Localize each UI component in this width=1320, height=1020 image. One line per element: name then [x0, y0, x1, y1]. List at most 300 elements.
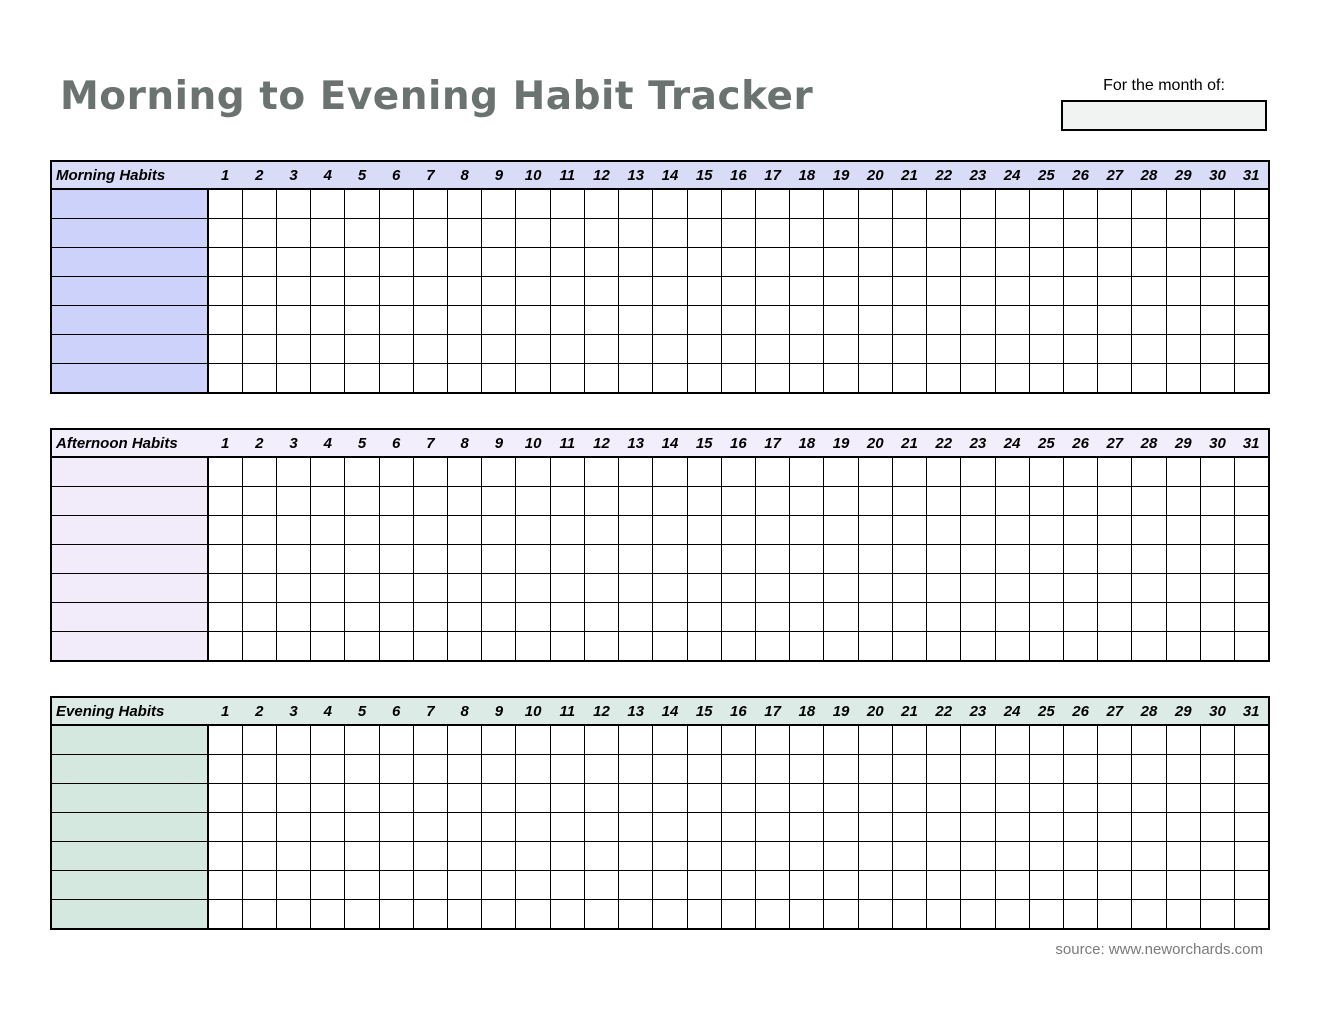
day-check-cell[interactable]	[995, 335, 1029, 364]
day-check-cell[interactable]	[276, 487, 310, 516]
day-check-cell[interactable]	[584, 335, 618, 364]
habit-name-cell[interactable]	[51, 545, 208, 574]
day-check-cell[interactable]	[311, 277, 345, 306]
day-check-cell[interactable]	[448, 516, 482, 545]
day-check-cell[interactable]	[345, 306, 379, 335]
day-check-cell[interactable]	[961, 900, 995, 930]
day-check-cell[interactable]	[516, 725, 550, 755]
day-check-cell[interactable]	[927, 457, 961, 487]
day-check-cell[interactable]	[311, 632, 345, 662]
day-check-cell[interactable]	[550, 784, 584, 813]
day-check-cell[interactable]	[516, 574, 550, 603]
day-check-cell[interactable]	[345, 603, 379, 632]
day-check-cell[interactable]	[208, 574, 242, 603]
day-check-cell[interactable]	[927, 871, 961, 900]
day-check-cell[interactable]	[687, 277, 721, 306]
day-check-cell[interactable]	[584, 871, 618, 900]
day-check-cell[interactable]	[1098, 755, 1132, 784]
day-check-cell[interactable]	[653, 632, 687, 662]
day-check-cell[interactable]	[482, 545, 516, 574]
day-check-cell[interactable]	[1200, 335, 1234, 364]
day-check-cell[interactable]	[1235, 842, 1269, 871]
day-check-cell[interactable]	[584, 603, 618, 632]
day-check-cell[interactable]	[413, 189, 447, 219]
day-check-cell[interactable]	[687, 248, 721, 277]
day-check-cell[interactable]	[345, 516, 379, 545]
day-check-cell[interactable]	[961, 813, 995, 842]
day-check-cell[interactable]	[995, 219, 1029, 248]
day-check-cell[interactable]	[550, 813, 584, 842]
day-check-cell[interactable]	[242, 277, 276, 306]
day-check-cell[interactable]	[824, 248, 858, 277]
day-check-cell[interactable]	[311, 900, 345, 930]
day-check-cell[interactable]	[1132, 189, 1166, 219]
day-check-cell[interactable]	[448, 335, 482, 364]
day-check-cell[interactable]	[653, 487, 687, 516]
day-check-cell[interactable]	[345, 487, 379, 516]
day-check-cell[interactable]	[345, 813, 379, 842]
day-check-cell[interactable]	[448, 487, 482, 516]
day-check-cell[interactable]	[927, 574, 961, 603]
day-check-cell[interactable]	[345, 574, 379, 603]
day-check-cell[interactable]	[1166, 632, 1200, 662]
day-check-cell[interactable]	[927, 248, 961, 277]
day-check-cell[interactable]	[961, 277, 995, 306]
day-check-cell[interactable]	[1166, 219, 1200, 248]
day-check-cell[interactable]	[687, 306, 721, 335]
day-check-cell[interactable]	[482, 842, 516, 871]
day-check-cell[interactable]	[482, 306, 516, 335]
habit-name-cell[interactable]	[51, 306, 208, 335]
day-check-cell[interactable]	[1166, 516, 1200, 545]
habit-name-cell[interactable]	[51, 219, 208, 248]
day-check-cell[interactable]	[584, 545, 618, 574]
day-check-cell[interactable]	[516, 457, 550, 487]
day-check-cell[interactable]	[413, 248, 447, 277]
day-check-cell[interactable]	[379, 784, 413, 813]
day-check-cell[interactable]	[824, 725, 858, 755]
day-check-cell[interactable]	[1235, 755, 1269, 784]
day-check-cell[interactable]	[790, 335, 824, 364]
day-check-cell[interactable]	[584, 900, 618, 930]
day-check-cell[interactable]	[653, 516, 687, 545]
day-check-cell[interactable]	[721, 516, 755, 545]
day-check-cell[interactable]	[379, 219, 413, 248]
day-check-cell[interactable]	[927, 842, 961, 871]
day-check-cell[interactable]	[208, 603, 242, 632]
day-check-cell[interactable]	[584, 755, 618, 784]
day-check-cell[interactable]	[1063, 900, 1097, 930]
day-check-cell[interactable]	[687, 813, 721, 842]
day-check-cell[interactable]	[995, 545, 1029, 574]
day-check-cell[interactable]	[584, 813, 618, 842]
day-check-cell[interactable]	[550, 335, 584, 364]
day-check-cell[interactable]	[892, 335, 926, 364]
day-check-cell[interactable]	[619, 364, 653, 394]
day-check-cell[interactable]	[1132, 364, 1166, 394]
day-check-cell[interactable]	[345, 219, 379, 248]
day-check-cell[interactable]	[927, 784, 961, 813]
day-check-cell[interactable]	[482, 813, 516, 842]
habit-name-cell[interactable]	[51, 516, 208, 545]
day-check-cell[interactable]	[892, 574, 926, 603]
day-check-cell[interactable]	[927, 219, 961, 248]
day-check-cell[interactable]	[276, 813, 310, 842]
day-check-cell[interactable]	[1235, 900, 1269, 930]
day-check-cell[interactable]	[1132, 813, 1166, 842]
day-check-cell[interactable]	[1132, 487, 1166, 516]
day-check-cell[interactable]	[242, 335, 276, 364]
day-check-cell[interactable]	[756, 813, 790, 842]
day-check-cell[interactable]	[1132, 335, 1166, 364]
day-check-cell[interactable]	[1029, 487, 1063, 516]
day-check-cell[interactable]	[345, 842, 379, 871]
day-check-cell[interactable]	[448, 813, 482, 842]
day-check-cell[interactable]	[550, 545, 584, 574]
day-check-cell[interactable]	[1029, 900, 1063, 930]
day-check-cell[interactable]	[208, 516, 242, 545]
day-check-cell[interactable]	[516, 632, 550, 662]
day-check-cell[interactable]	[1098, 306, 1132, 335]
day-check-cell[interactable]	[721, 248, 755, 277]
day-check-cell[interactable]	[961, 545, 995, 574]
day-check-cell[interactable]	[927, 900, 961, 930]
day-check-cell[interactable]	[721, 364, 755, 394]
day-check-cell[interactable]	[1029, 189, 1063, 219]
day-check-cell[interactable]	[516, 813, 550, 842]
day-check-cell[interactable]	[1132, 871, 1166, 900]
day-check-cell[interactable]	[482, 516, 516, 545]
day-check-cell[interactable]	[276, 842, 310, 871]
day-check-cell[interactable]	[584, 219, 618, 248]
day-check-cell[interactable]	[448, 189, 482, 219]
day-check-cell[interactable]	[892, 189, 926, 219]
day-check-cell[interactable]	[276, 632, 310, 662]
day-check-cell[interactable]	[413, 335, 447, 364]
day-check-cell[interactable]	[961, 755, 995, 784]
day-check-cell[interactable]	[208, 277, 242, 306]
day-check-cell[interactable]	[1029, 871, 1063, 900]
day-check-cell[interactable]	[311, 487, 345, 516]
day-check-cell[interactable]	[448, 277, 482, 306]
day-check-cell[interactable]	[448, 755, 482, 784]
day-check-cell[interactable]	[824, 364, 858, 394]
day-check-cell[interactable]	[824, 842, 858, 871]
day-check-cell[interactable]	[1098, 725, 1132, 755]
day-check-cell[interactable]	[413, 574, 447, 603]
day-check-cell[interactable]	[687, 632, 721, 662]
day-check-cell[interactable]	[687, 900, 721, 930]
day-check-cell[interactable]	[858, 516, 892, 545]
day-check-cell[interactable]	[1132, 277, 1166, 306]
day-check-cell[interactable]	[311, 574, 345, 603]
day-check-cell[interactable]	[516, 842, 550, 871]
day-check-cell[interactable]	[1200, 784, 1234, 813]
day-check-cell[interactable]	[961, 335, 995, 364]
day-check-cell[interactable]	[448, 784, 482, 813]
day-check-cell[interactable]	[1063, 784, 1097, 813]
day-check-cell[interactable]	[892, 516, 926, 545]
day-check-cell[interactable]	[1166, 603, 1200, 632]
day-check-cell[interactable]	[311, 457, 345, 487]
day-check-cell[interactable]	[653, 603, 687, 632]
day-check-cell[interactable]	[345, 725, 379, 755]
day-check-cell[interactable]	[961, 871, 995, 900]
day-check-cell[interactable]	[1200, 306, 1234, 335]
day-check-cell[interactable]	[276, 277, 310, 306]
day-check-cell[interactable]	[858, 487, 892, 516]
day-check-cell[interactable]	[1098, 277, 1132, 306]
day-check-cell[interactable]	[1200, 900, 1234, 930]
day-check-cell[interactable]	[208, 545, 242, 574]
day-check-cell[interactable]	[619, 306, 653, 335]
day-check-cell[interactable]	[1098, 813, 1132, 842]
day-check-cell[interactable]	[790, 277, 824, 306]
day-check-cell[interactable]	[242, 306, 276, 335]
day-check-cell[interactable]	[721, 842, 755, 871]
day-check-cell[interactable]	[208, 632, 242, 662]
day-check-cell[interactable]	[242, 632, 276, 662]
day-check-cell[interactable]	[1235, 248, 1269, 277]
day-check-cell[interactable]	[995, 574, 1029, 603]
day-check-cell[interactable]	[482, 632, 516, 662]
day-check-cell[interactable]	[379, 900, 413, 930]
day-check-cell[interactable]	[961, 842, 995, 871]
day-check-cell[interactable]	[858, 632, 892, 662]
day-check-cell[interactable]	[961, 574, 995, 603]
day-check-cell[interactable]	[1166, 813, 1200, 842]
day-check-cell[interactable]	[1200, 632, 1234, 662]
day-check-cell[interactable]	[345, 457, 379, 487]
day-check-cell[interactable]	[311, 755, 345, 784]
day-check-cell[interactable]	[961, 784, 995, 813]
day-check-cell[interactable]	[1063, 632, 1097, 662]
day-check-cell[interactable]	[584, 364, 618, 394]
day-check-cell[interactable]	[1063, 487, 1097, 516]
day-check-cell[interactable]	[1200, 603, 1234, 632]
day-check-cell[interactable]	[619, 813, 653, 842]
day-check-cell[interactable]	[550, 632, 584, 662]
day-check-cell[interactable]	[311, 248, 345, 277]
day-check-cell[interactable]	[1063, 516, 1097, 545]
day-check-cell[interactable]	[448, 306, 482, 335]
day-check-cell[interactable]	[790, 487, 824, 516]
day-check-cell[interactable]	[687, 842, 721, 871]
day-check-cell[interactable]	[721, 219, 755, 248]
day-check-cell[interactable]	[550, 516, 584, 545]
month-input[interactable]	[1061, 100, 1267, 131]
day-check-cell[interactable]	[790, 574, 824, 603]
day-check-cell[interactable]	[448, 545, 482, 574]
day-check-cell[interactable]	[242, 516, 276, 545]
day-check-cell[interactable]	[1132, 632, 1166, 662]
day-check-cell[interactable]	[345, 871, 379, 900]
day-check-cell[interactable]	[892, 784, 926, 813]
day-check-cell[interactable]	[1098, 487, 1132, 516]
day-check-cell[interactable]	[379, 871, 413, 900]
day-check-cell[interactable]	[892, 306, 926, 335]
day-check-cell[interactable]	[379, 277, 413, 306]
day-check-cell[interactable]	[311, 813, 345, 842]
day-check-cell[interactable]	[687, 219, 721, 248]
day-check-cell[interactable]	[1029, 306, 1063, 335]
day-check-cell[interactable]	[516, 516, 550, 545]
day-check-cell[interactable]	[653, 900, 687, 930]
day-check-cell[interactable]	[1029, 813, 1063, 842]
day-check-cell[interactable]	[790, 900, 824, 930]
day-check-cell[interactable]	[1235, 545, 1269, 574]
day-check-cell[interactable]	[1132, 725, 1166, 755]
day-check-cell[interactable]	[413, 871, 447, 900]
day-check-cell[interactable]	[1166, 871, 1200, 900]
day-check-cell[interactable]	[756, 219, 790, 248]
day-check-cell[interactable]	[1029, 603, 1063, 632]
day-check-cell[interactable]	[653, 813, 687, 842]
day-check-cell[interactable]	[1132, 603, 1166, 632]
day-check-cell[interactable]	[927, 487, 961, 516]
habit-name-cell[interactable]	[51, 842, 208, 871]
day-check-cell[interactable]	[311, 842, 345, 871]
day-check-cell[interactable]	[1029, 364, 1063, 394]
day-check-cell[interactable]	[995, 457, 1029, 487]
habit-name-cell[interactable]	[51, 574, 208, 603]
day-check-cell[interactable]	[653, 871, 687, 900]
day-check-cell[interactable]	[619, 871, 653, 900]
day-check-cell[interactable]	[995, 813, 1029, 842]
day-check-cell[interactable]	[858, 364, 892, 394]
day-check-cell[interactable]	[242, 189, 276, 219]
day-check-cell[interactable]	[824, 871, 858, 900]
day-check-cell[interactable]	[790, 364, 824, 394]
day-check-cell[interactable]	[311, 219, 345, 248]
day-check-cell[interactable]	[892, 725, 926, 755]
day-check-cell[interactable]	[584, 487, 618, 516]
habit-name-cell[interactable]	[51, 248, 208, 277]
day-check-cell[interactable]	[1132, 219, 1166, 248]
day-check-cell[interactable]	[961, 306, 995, 335]
day-check-cell[interactable]	[892, 277, 926, 306]
day-check-cell[interactable]	[208, 189, 242, 219]
day-check-cell[interactable]	[892, 487, 926, 516]
day-check-cell[interactable]	[550, 189, 584, 219]
day-check-cell[interactable]	[790, 755, 824, 784]
day-check-cell[interactable]	[311, 189, 345, 219]
day-check-cell[interactable]	[1063, 842, 1097, 871]
day-check-cell[interactable]	[858, 813, 892, 842]
day-check-cell[interactable]	[516, 755, 550, 784]
day-check-cell[interactable]	[653, 189, 687, 219]
day-check-cell[interactable]	[790, 632, 824, 662]
day-check-cell[interactable]	[482, 364, 516, 394]
day-check-cell[interactable]	[1132, 545, 1166, 574]
day-check-cell[interactable]	[1235, 574, 1269, 603]
day-check-cell[interactable]	[1235, 335, 1269, 364]
day-check-cell[interactable]	[482, 755, 516, 784]
day-check-cell[interactable]	[687, 574, 721, 603]
day-check-cell[interactable]	[1200, 725, 1234, 755]
day-check-cell[interactable]	[961, 457, 995, 487]
day-check-cell[interactable]	[858, 574, 892, 603]
day-check-cell[interactable]	[961, 219, 995, 248]
day-check-cell[interactable]	[927, 516, 961, 545]
day-check-cell[interactable]	[1098, 900, 1132, 930]
day-check-cell[interactable]	[379, 516, 413, 545]
day-check-cell[interactable]	[550, 277, 584, 306]
day-check-cell[interactable]	[311, 364, 345, 394]
day-check-cell[interactable]	[619, 900, 653, 930]
habit-name-cell[interactable]	[51, 335, 208, 364]
day-check-cell[interactable]	[858, 784, 892, 813]
day-check-cell[interactable]	[1235, 457, 1269, 487]
day-check-cell[interactable]	[1029, 755, 1063, 784]
day-check-cell[interactable]	[1063, 248, 1097, 277]
day-check-cell[interactable]	[550, 574, 584, 603]
day-check-cell[interactable]	[379, 487, 413, 516]
day-check-cell[interactable]	[208, 871, 242, 900]
day-check-cell[interactable]	[892, 632, 926, 662]
day-check-cell[interactable]	[1235, 487, 1269, 516]
day-check-cell[interactable]	[858, 871, 892, 900]
day-check-cell[interactable]	[995, 364, 1029, 394]
day-check-cell[interactable]	[1166, 189, 1200, 219]
day-check-cell[interactable]	[1063, 306, 1097, 335]
day-check-cell[interactable]	[208, 335, 242, 364]
day-check-cell[interactable]	[242, 900, 276, 930]
day-check-cell[interactable]	[345, 189, 379, 219]
day-check-cell[interactable]	[584, 574, 618, 603]
habit-name-cell[interactable]	[51, 755, 208, 784]
day-check-cell[interactable]	[927, 364, 961, 394]
day-check-cell[interactable]	[653, 306, 687, 335]
day-check-cell[interactable]	[1063, 603, 1097, 632]
day-check-cell[interactable]	[1200, 574, 1234, 603]
day-check-cell[interactable]	[516, 248, 550, 277]
day-check-cell[interactable]	[824, 219, 858, 248]
day-check-cell[interactable]	[1132, 248, 1166, 277]
day-check-cell[interactable]	[345, 784, 379, 813]
day-check-cell[interactable]	[379, 335, 413, 364]
day-check-cell[interactable]	[1029, 457, 1063, 487]
habit-name-cell[interactable]	[51, 277, 208, 306]
day-check-cell[interactable]	[448, 574, 482, 603]
day-check-cell[interactable]	[584, 842, 618, 871]
habit-name-cell[interactable]	[51, 784, 208, 813]
day-check-cell[interactable]	[413, 755, 447, 784]
day-check-cell[interactable]	[584, 784, 618, 813]
day-check-cell[interactable]	[653, 277, 687, 306]
day-check-cell[interactable]	[1132, 900, 1166, 930]
day-check-cell[interactable]	[516, 219, 550, 248]
day-check-cell[interactable]	[756, 871, 790, 900]
day-check-cell[interactable]	[1235, 364, 1269, 394]
day-check-cell[interactable]	[1166, 574, 1200, 603]
day-check-cell[interactable]	[619, 842, 653, 871]
day-check-cell[interactable]	[584, 516, 618, 545]
day-check-cell[interactable]	[516, 545, 550, 574]
day-check-cell[interactable]	[790, 306, 824, 335]
day-check-cell[interactable]	[687, 784, 721, 813]
day-check-cell[interactable]	[1029, 248, 1063, 277]
day-check-cell[interactable]	[1063, 871, 1097, 900]
day-check-cell[interactable]	[413, 306, 447, 335]
day-check-cell[interactable]	[242, 487, 276, 516]
day-check-cell[interactable]	[824, 813, 858, 842]
day-check-cell[interactable]	[927, 755, 961, 784]
day-check-cell[interactable]	[653, 784, 687, 813]
day-check-cell[interactable]	[1200, 487, 1234, 516]
day-check-cell[interactable]	[961, 603, 995, 632]
day-check-cell[interactable]	[687, 603, 721, 632]
